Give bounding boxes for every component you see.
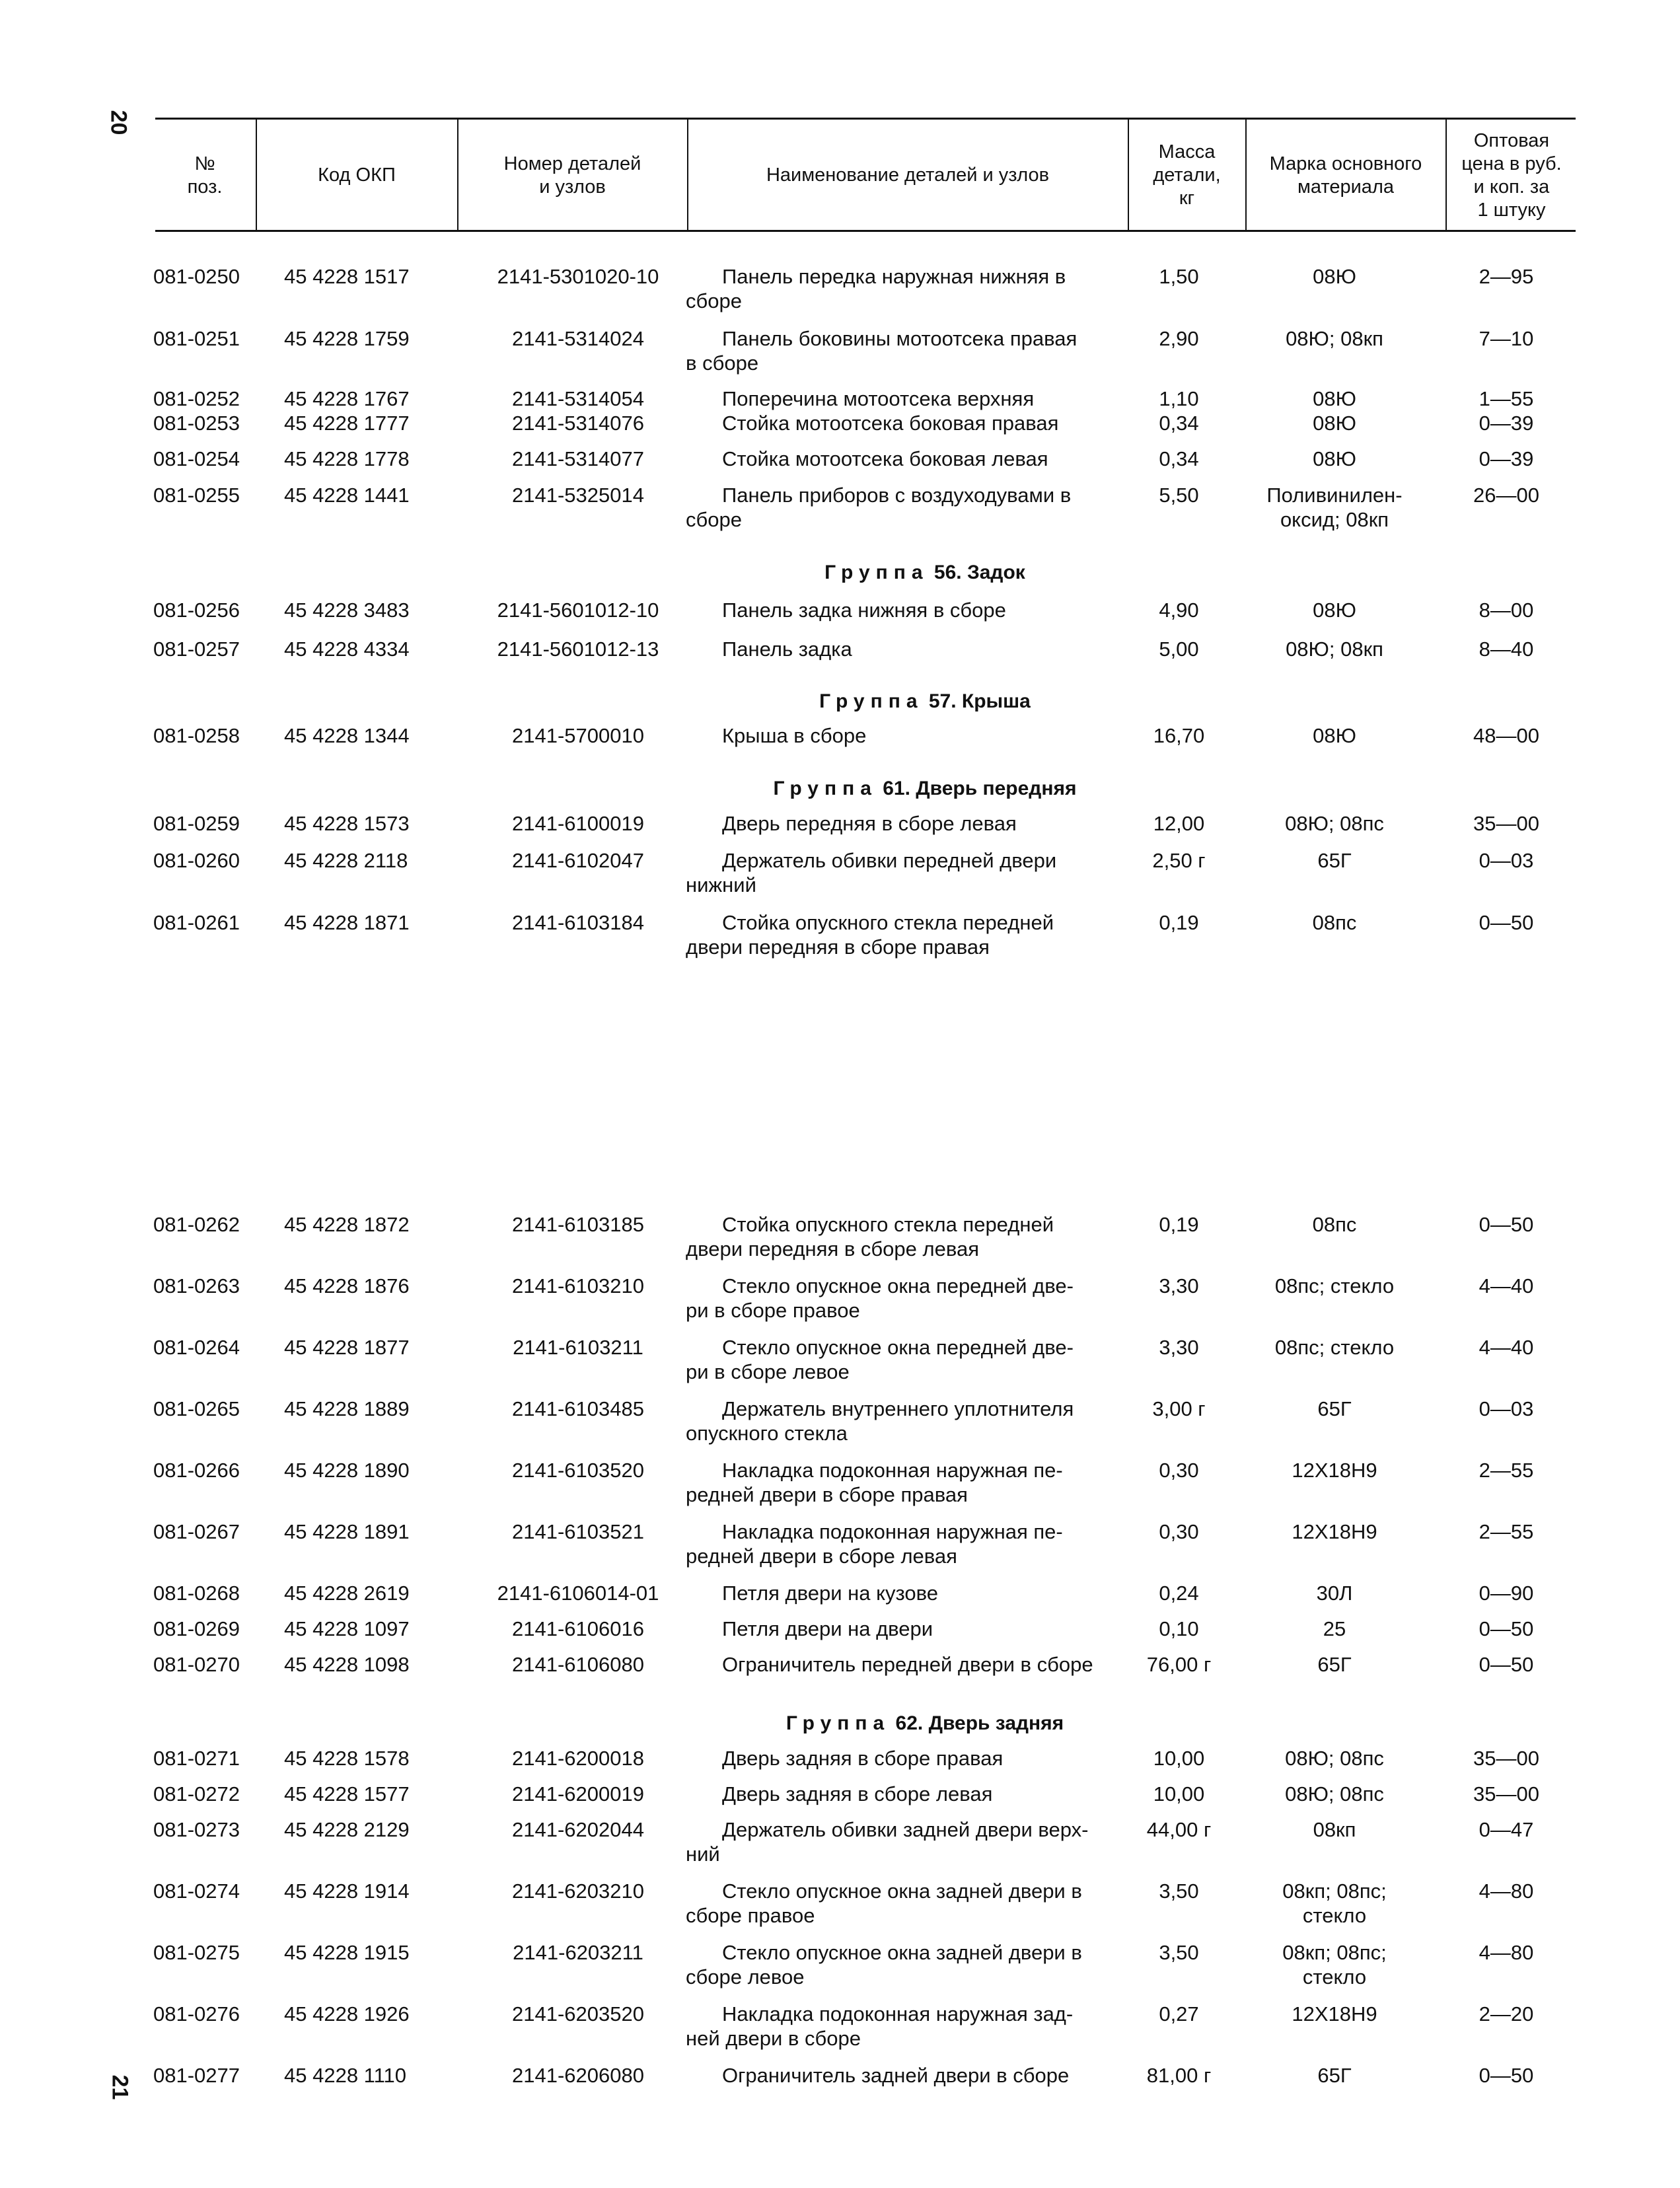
cell-material: 08Ю xyxy=(1313,599,1356,622)
cell-price: 48—00 xyxy=(1473,724,1539,747)
cell-material: 08Ю; 08пс xyxy=(1285,812,1384,835)
cell-position: 081-0271 xyxy=(153,1747,240,1770)
cell-position: 081-0260 xyxy=(153,849,240,872)
cell-position: 081-0269 xyxy=(153,1617,240,1640)
cell-part-name: Стекло опускное окна задней двери в сборе правое xyxy=(686,1879,1082,1927)
cell-material: 12Х18Н9 xyxy=(1292,1520,1377,1543)
cell-position: 081-0259 xyxy=(153,812,240,835)
cell-position: 081-0251 xyxy=(153,327,240,350)
cell-mass: 0,10 xyxy=(1159,1617,1199,1640)
cell-part-number: 2141-6102047 xyxy=(512,849,644,872)
cell-part-name: Стекло опускное окна задней двери в сборе левое xyxy=(686,1941,1082,1988)
cell-okp-code: 45 4228 1110 xyxy=(284,2064,407,2087)
cell-part-name: Стойка опускного стекла передней двери передняя в сборе правая xyxy=(686,911,1054,959)
cell-part-number: 2141-5301020-10 xyxy=(497,265,659,288)
cell-part-number: 2141-6203520 xyxy=(512,2002,644,2025)
cell-okp-code: 45 4228 1890 xyxy=(284,1459,410,1482)
cell-mass: 3,30 xyxy=(1159,1274,1199,1297)
cell-part-number: 2141-5314077 xyxy=(512,447,644,470)
group-title-61 xyxy=(595,776,1255,801)
cell-material: 08кп; 08пс; стекло xyxy=(1282,1941,1387,1988)
cell-position: 081-0270 xyxy=(153,1653,240,1676)
cell-mass: 1,50 xyxy=(1159,265,1199,288)
cell-price: 4—80 xyxy=(1479,1879,1534,1903)
cell-part-name: Накладка подоконная наружная пе- редней двери в сборе правая xyxy=(686,1459,1063,1506)
cell-mass: 1,10 xyxy=(1159,387,1199,410)
cell-part-name: Держатель внутреннего уплотнителя опускного стекла xyxy=(686,1397,1074,1445)
cell-part-name: Ограничитель передней двери в сборе xyxy=(722,1653,1093,1676)
cell-part-number: 2141-6106016 xyxy=(512,1617,644,1640)
cell-okp-code: 45 4228 1889 xyxy=(284,1397,410,1420)
cell-material: 25 xyxy=(1323,1617,1346,1640)
cell-part-name: Стойка опускного стекла передней двери передняя в сборе левая xyxy=(686,1213,1054,1260)
cell-mass: 0,24 xyxy=(1159,1582,1199,1605)
cell-material: Поливинилен- оксид; 08кп xyxy=(1266,484,1403,531)
cell-mass: 10,00 xyxy=(1153,1782,1205,1805)
cell-position: 081-0250 xyxy=(153,265,240,288)
header-okp: Код ОКП xyxy=(318,164,396,186)
cell-price: 2—95 xyxy=(1479,265,1534,288)
cell-okp-code: 45 4228 1578 xyxy=(284,1747,410,1770)
cell-price: 35—00 xyxy=(1473,812,1539,835)
cell-okp-code: 45 4228 1891 xyxy=(284,1520,410,1543)
cell-mass: 0,30 xyxy=(1159,1459,1199,1482)
cell-position: 081-0263 xyxy=(153,1274,240,1297)
cell-part-number: 2141-6103521 xyxy=(512,1520,644,1543)
cell-part-name: Панель передка наружная нижняя в сборе xyxy=(686,265,1066,312)
cell-mass: 5,50 xyxy=(1159,484,1199,507)
cell-part-name: Панель задка xyxy=(722,638,852,661)
cell-position: 081-0276 xyxy=(153,2002,240,2025)
cell-okp-code: 45 4228 1344 xyxy=(284,724,410,747)
column-divider xyxy=(687,119,688,231)
cell-position: 081-0255 xyxy=(153,484,240,507)
cell-price: 0—50 xyxy=(1479,1617,1534,1640)
cell-mass: 3,50 xyxy=(1159,1879,1199,1903)
cell-material: 08Ю xyxy=(1313,265,1356,288)
cell-okp-code: 45 4228 1767 xyxy=(284,387,410,410)
cell-okp-code: 45 4228 1914 xyxy=(284,1879,410,1903)
cell-material: 30Л xyxy=(1316,1582,1353,1605)
cell-part-number: 2141-6203210 xyxy=(512,1879,644,1903)
group-caption: 61. Дверь передняя xyxy=(877,778,1077,799)
cell-part-number: 2141-5325014 xyxy=(512,484,644,507)
cell-part-number: 2141-6100019 xyxy=(512,812,644,835)
cell-position: 081-0253 xyxy=(153,412,240,435)
cell-part-name: Ограничитель задней двери в сборе xyxy=(722,2064,1070,2087)
cell-okp-code: 45 4228 2129 xyxy=(284,1818,410,1841)
header-pos: № поз. xyxy=(187,153,223,198)
cell-price: 0—39 xyxy=(1479,412,1534,435)
cell-mass: 2,50 г xyxy=(1152,849,1206,872)
cell-part-number: 2141-6106014-01 xyxy=(497,1582,659,1605)
cell-mass: 4,90 xyxy=(1159,599,1199,622)
cell-price: 0—50 xyxy=(1479,2064,1534,2087)
cell-part-name: Поперечина мотоотсека верхняя xyxy=(722,387,1035,410)
column-divider xyxy=(256,119,257,231)
cell-okp-code: 45 4228 1759 xyxy=(284,327,410,350)
cell-okp-code: 45 4228 4334 xyxy=(284,638,410,661)
cell-price: 2—20 xyxy=(1479,2002,1534,2025)
cell-part-number: 2141-5314076 xyxy=(512,412,644,435)
cell-position: 081-0258 xyxy=(153,724,240,747)
cell-part-name: Держатель обивки передней двери нижний xyxy=(686,849,1057,896)
cell-okp-code: 45 4228 1876 xyxy=(284,1274,410,1297)
group-caption: 62. Дверь задняя xyxy=(890,1712,1064,1734)
cell-part-number: 2141-5601012-10 xyxy=(497,599,659,622)
cell-material: 08Ю xyxy=(1313,412,1356,435)
cell-material: 12Х18Н9 xyxy=(1292,2002,1377,2025)
cell-okp-code: 45 4228 1098 xyxy=(284,1653,410,1676)
cell-position: 081-0265 xyxy=(153,1397,240,1420)
cell-part-number: 2141-6103520 xyxy=(512,1459,644,1482)
cell-position: 081-0256 xyxy=(153,599,240,622)
cell-part-name: Стекло опускное окна передней две- ри в сборе левое xyxy=(686,1336,1074,1383)
group-title-57 xyxy=(595,689,1255,713)
cell-price: 0—47 xyxy=(1479,1818,1534,1841)
group-caption: 56. Задок xyxy=(928,562,1025,583)
cell-price: 0—50 xyxy=(1479,911,1534,934)
cell-part-number: 2141-6200019 xyxy=(512,1782,644,1805)
cell-material: 08Ю; 08пс xyxy=(1285,1747,1384,1770)
cell-part-name: Петля двери на двери xyxy=(722,1617,933,1640)
cell-part-number: 2141-6206080 xyxy=(512,2064,644,2087)
column-divider xyxy=(1245,119,1247,231)
cell-price: 0—39 xyxy=(1479,447,1534,470)
cell-price: 26—00 xyxy=(1473,484,1539,507)
cell-price: 7—10 xyxy=(1479,327,1534,350)
cell-part-number: 2141-6103211 xyxy=(513,1336,643,1359)
group-word: Группа xyxy=(773,778,877,799)
group-title-56 xyxy=(595,560,1255,585)
cell-position: 081-0275 xyxy=(153,1941,240,1964)
cell-material: 08пс; стекло xyxy=(1274,1274,1395,1297)
cell-part-number: 2141-6103485 xyxy=(512,1397,644,1420)
cell-part-name: Держатель обивки задней двери верх- ний xyxy=(686,1818,1089,1866)
cell-part-number: 2141-6203211 xyxy=(513,1941,643,1964)
cell-mass: 10,00 xyxy=(1153,1747,1205,1770)
cell-price: 8—40 xyxy=(1479,638,1534,661)
cell-position: 081-0274 xyxy=(153,1879,240,1903)
cell-okp-code: 45 4228 1577 xyxy=(284,1782,410,1805)
cell-mass: 0,30 xyxy=(1159,1520,1199,1543)
cell-material: 08Ю; 08пс xyxy=(1285,1782,1384,1805)
cell-price: 4—40 xyxy=(1479,1274,1534,1297)
cell-material: 65Г xyxy=(1317,849,1352,872)
cell-okp-code: 45 4228 1877 xyxy=(284,1336,410,1359)
cell-material: 08кп xyxy=(1313,1818,1356,1841)
cell-okp-code: 45 4228 1778 xyxy=(284,447,410,470)
group-word: Группа xyxy=(824,562,929,583)
cell-part-name: Петля двери на кузове xyxy=(722,1582,938,1605)
cell-position: 081-0257 xyxy=(153,638,240,661)
cell-mass: 16,70 xyxy=(1153,724,1205,747)
cell-material: 08Ю; 08кп xyxy=(1286,327,1383,350)
cell-okp-code: 45 4228 1872 xyxy=(284,1213,410,1236)
cell-okp-code: 45 4228 1517 xyxy=(284,265,410,288)
column-divider xyxy=(457,119,458,231)
cell-part-number: 2141-5601012-13 xyxy=(497,638,659,661)
column-divider xyxy=(1445,119,1447,231)
cell-price: 2—55 xyxy=(1479,1520,1534,1543)
header-price: Оптовая цена в руб. и коп. за 1 штуку xyxy=(1461,129,1562,221)
cell-part-name: Стекло опускное окна передней две- ри в сборе правое xyxy=(686,1274,1074,1322)
cell-position: 081-0266 xyxy=(153,1459,240,1482)
cell-part-name: Стойка мотоотсека боковая левая xyxy=(722,447,1048,470)
cell-part-number: 2141-6103210 xyxy=(512,1274,644,1297)
cell-price: 0—03 xyxy=(1479,1397,1534,1420)
cell-position: 081-0254 xyxy=(153,447,240,470)
cell-part-name: Панель задка нижняя в сборе xyxy=(722,599,1006,622)
cell-part-name: Накладка подоконная наружная пе- редней двери в сборе левая xyxy=(686,1520,1063,1568)
cell-material: 08Ю xyxy=(1313,724,1356,747)
group-title-62 xyxy=(595,1711,1255,1735)
cell-mass: 76,00 г xyxy=(1146,1653,1212,1676)
cell-position: 081-0272 xyxy=(153,1782,240,1805)
cell-material: 08Ю xyxy=(1313,447,1356,470)
cell-mass: 81,00 г xyxy=(1146,2064,1212,2087)
cell-price: 4—80 xyxy=(1479,1941,1534,1964)
page-number-bottom: 21 xyxy=(107,2074,133,2100)
cell-mass: 0,34 xyxy=(1159,447,1199,470)
cell-part-name: Панель боковины мотоотсека правая в сборе xyxy=(686,327,1077,375)
cell-mass: 12,00 xyxy=(1153,812,1205,835)
cell-okp-code: 45 4228 1573 xyxy=(284,812,410,835)
cell-position: 081-0268 xyxy=(153,1582,240,1605)
cell-price: 1—55 xyxy=(1479,387,1534,410)
cell-okp-code: 45 4228 2118 xyxy=(284,849,408,872)
cell-part-name: Дверь передняя в сборе левая xyxy=(722,812,1017,835)
cell-position: 081-0252 xyxy=(153,387,240,410)
cell-mass: 3,30 xyxy=(1159,1336,1199,1359)
group-caption: 57. Крыша xyxy=(923,690,1031,712)
cell-mass: 3,50 xyxy=(1159,1941,1199,1964)
cell-material: 65Г xyxy=(1317,1397,1352,1420)
cell-okp-code: 45 4228 1777 xyxy=(284,412,410,435)
cell-mass: 2,90 xyxy=(1159,327,1199,350)
cell-okp-code: 45 4228 1097 xyxy=(284,1617,410,1640)
cell-part-name: Крыша в сборе xyxy=(722,724,867,747)
cell-position: 081-0264 xyxy=(153,1336,240,1359)
cell-material: 08кп; 08пс; стекло xyxy=(1282,1879,1387,1927)
cell-material: 65Г xyxy=(1317,1653,1352,1676)
cell-part-number: 2141-5314024 xyxy=(512,327,644,350)
cell-part-name: Панель приборов с воздуходувами в сборе xyxy=(686,484,1072,531)
cell-part-name: Стойка мотоотсека боковая правая xyxy=(722,412,1059,435)
cell-mass: 0,27 xyxy=(1159,2002,1199,2025)
cell-material: 08пс; стекло xyxy=(1274,1336,1395,1359)
cell-mass: 0,19 xyxy=(1159,911,1199,934)
header-material: Марка основного материала xyxy=(1269,153,1422,198)
group-word: Группа xyxy=(785,1712,891,1734)
cell-mass: 0,34 xyxy=(1159,412,1199,435)
header-top-rule xyxy=(155,118,1576,120)
cell-price: 0—90 xyxy=(1479,1582,1534,1605)
cell-position: 081-0273 xyxy=(153,1818,240,1841)
cell-price: 4—40 xyxy=(1479,1336,1534,1359)
cell-material: 08Ю; 08кп xyxy=(1286,638,1383,661)
cell-price: 0—50 xyxy=(1479,1213,1534,1236)
cell-material: 08пс xyxy=(1312,1213,1357,1236)
cell-position: 081-0262 xyxy=(153,1213,240,1236)
cell-mass: 5,00 xyxy=(1159,638,1199,661)
header-bottom-rule xyxy=(155,230,1576,232)
cell-price: 0—50 xyxy=(1479,1653,1534,1676)
cell-part-number: 2141-6202044 xyxy=(512,1818,644,1841)
cell-part-number: 2141-6103184 xyxy=(512,911,644,934)
cell-mass: 44,00 г xyxy=(1146,1818,1212,1841)
cell-okp-code: 45 4228 1441 xyxy=(284,484,410,507)
cell-part-name: Дверь задняя в сборе левая xyxy=(722,1782,993,1805)
cell-material: 08Ю xyxy=(1313,387,1356,410)
cell-part-name: Дверь задняя в сборе правая xyxy=(722,1747,1004,1770)
group-word: Группа xyxy=(819,690,924,712)
page-number-top: 20 xyxy=(106,110,131,135)
cell-okp-code: 45 4228 2619 xyxy=(284,1582,410,1605)
cell-price: 2—55 xyxy=(1479,1459,1534,1482)
header-name: Наименование деталей и узлов xyxy=(766,164,1050,186)
cell-mass: 3,00 г xyxy=(1152,1397,1206,1420)
cell-okp-code: 45 4228 1926 xyxy=(284,2002,410,2025)
cell-part-number: 2141-5314054 xyxy=(512,387,644,410)
cell-mass: 0,19 xyxy=(1159,1213,1199,1236)
header-mass: Масса детали, кг xyxy=(1153,141,1221,209)
cell-position: 081-0267 xyxy=(153,1520,240,1543)
column-divider xyxy=(1128,119,1129,231)
cell-part-number: 2141-5700010 xyxy=(512,724,644,747)
cell-part-number: 2141-6103185 xyxy=(512,1213,644,1236)
cell-part-number: 2141-6200018 xyxy=(512,1747,644,1770)
header-part-number: Номер деталей и узлов xyxy=(503,153,641,198)
cell-price: 35—00 xyxy=(1473,1747,1539,1770)
cell-part-number: 2141-6106080 xyxy=(512,1653,644,1676)
cell-position: 081-0277 xyxy=(153,2064,240,2087)
cell-price: 0—03 xyxy=(1479,849,1534,872)
cell-price: 35—00 xyxy=(1473,1782,1539,1805)
cell-part-name: Накладка подоконная наружная зад- ней двери в сборе xyxy=(686,2002,1074,2050)
cell-material: 65Г xyxy=(1317,2064,1352,2087)
cell-okp-code: 45 4228 3483 xyxy=(284,599,410,622)
cell-material: 12Х18Н9 xyxy=(1292,1459,1377,1482)
cell-position: 081-0261 xyxy=(153,911,240,934)
cell-price: 8—00 xyxy=(1479,599,1534,622)
cell-okp-code: 45 4228 1915 xyxy=(284,1941,410,1964)
cell-material: 08пс xyxy=(1312,911,1357,934)
cell-okp-code: 45 4228 1871 xyxy=(284,911,410,934)
